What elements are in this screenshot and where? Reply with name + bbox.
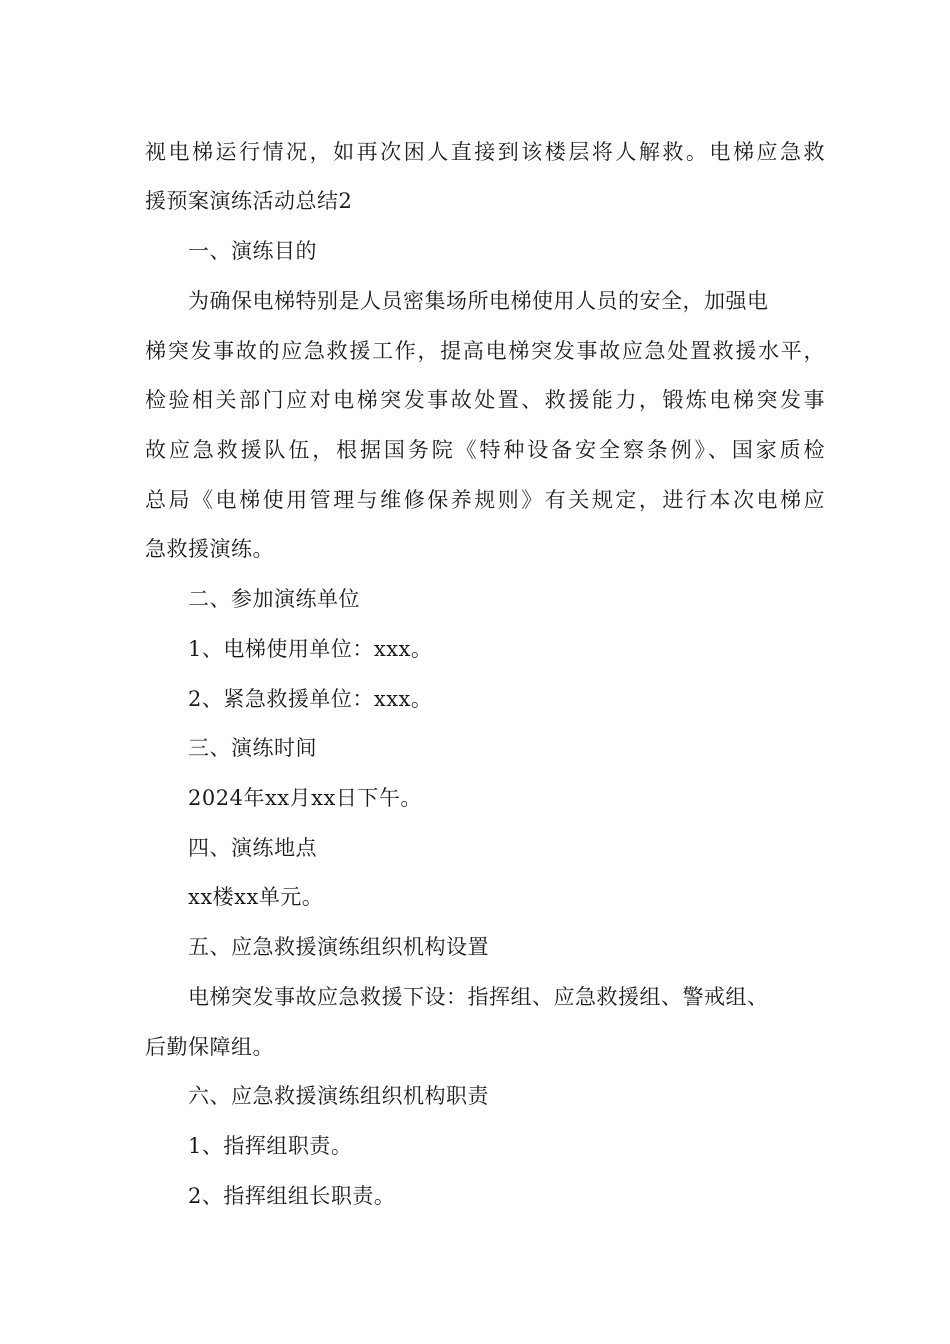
list-item: 2、紧急救援单位：xxx。 bbox=[188, 687, 433, 711]
paragraph-line: xx楼xx单元。 bbox=[188, 885, 324, 909]
paragraph-line: 急救援演练。 bbox=[145, 537, 274, 561]
section-heading: 四、演练地点 bbox=[188, 836, 317, 860]
section-heading: 一、演练目的 bbox=[188, 239, 317, 263]
list-item: 2、指挥组组长职责。 bbox=[188, 1184, 396, 1208]
paragraph-line: 总局《电梯使用管理与维修保养规则》有关规定，进行本次电梯应 bbox=[145, 488, 825, 512]
paragraph-line: 电梯突发事故应急救援下设：指挥组、应急救援组、警戒组、 bbox=[188, 985, 769, 1009]
paragraph-line: 梯突发事故的应急救援工作，提高电梯突发事故应急处置救援水平， bbox=[145, 339, 825, 363]
paragraph-line: 故应急救援队伍，根据国务院《特种设备安全察条例》、国家质检 bbox=[145, 438, 825, 462]
paragraph-line: 后勤保障组。 bbox=[145, 1035, 274, 1059]
paragraph-line: 检验相关部门应对电梯突发事故处置、救援能力，锻炼电梯突发事 bbox=[145, 388, 825, 412]
section-heading: 六、应急救援演练组织机构职责 bbox=[188, 1084, 489, 1108]
section-heading: 二、参加演练单位 bbox=[188, 587, 360, 611]
list-item: 1、指挥组职责。 bbox=[188, 1134, 353, 1158]
paragraph-line: 为确保电梯特别是人员密集场所电梯使用人员的安全，加强电 bbox=[188, 289, 769, 313]
list-item: 1、电梯使用单位：xxx。 bbox=[188, 637, 433, 661]
paragraph-line: 援预案演练活动总结2 bbox=[145, 189, 353, 213]
paragraph-line: 视电梯运行情况，如再次困人直接到该楼层将人解救。电梯应急救 bbox=[145, 140, 825, 164]
section-heading: 三、演练时间 bbox=[188, 736, 317, 760]
paragraph-line: 2024年xx月xx日下午。 bbox=[188, 786, 422, 810]
section-heading: 五、应急救援演练组织机构设置 bbox=[188, 935, 489, 959]
